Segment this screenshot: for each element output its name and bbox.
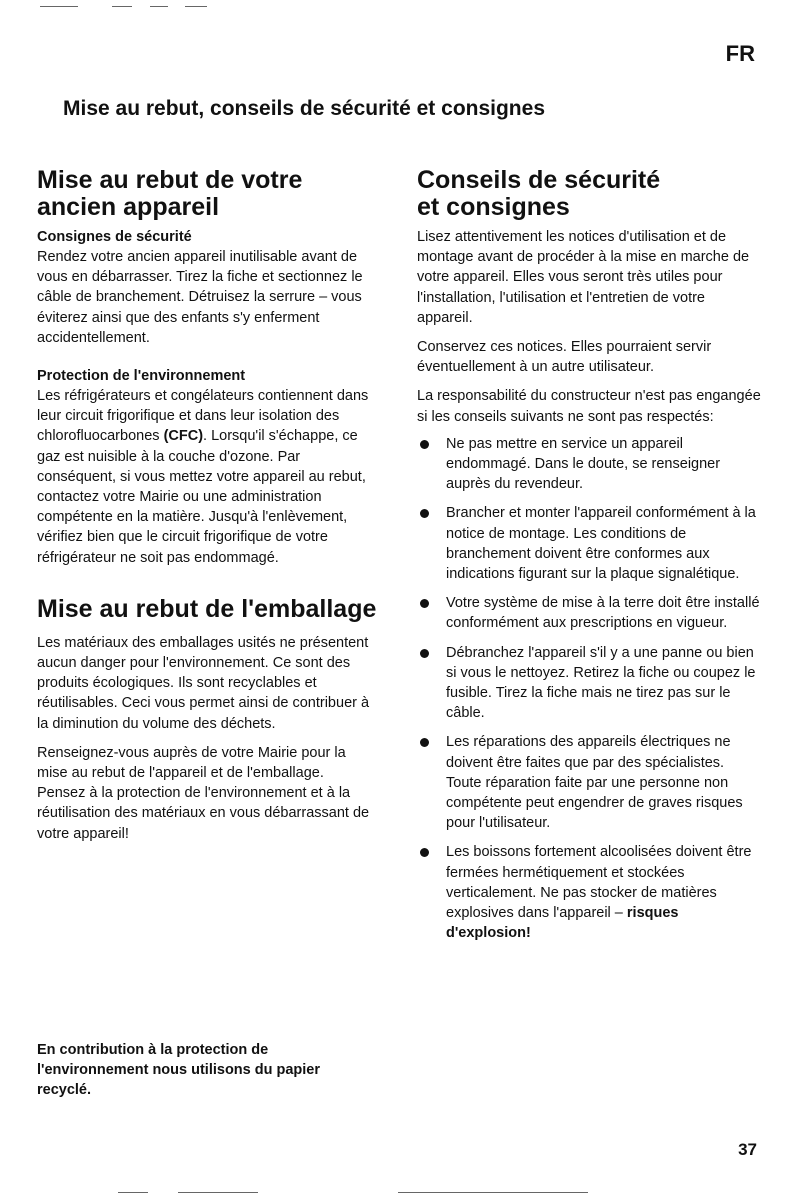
list-item-text: Les boissons fortement alcoolisées doivent être fermées hermétiquement et stockées verticalement. Ne pas stocker de matières explosives dans l'appareil –	[446, 844, 752, 922]
bullet-icon	[420, 440, 429, 449]
bullet-icon	[420, 649, 429, 658]
packaging-paragraph: Les matériaux des emballages usités ne présentent aucun danger pour l'environnement. Ce sont des produits écologiques. Ils sont recyclables et réutilisables. Ceci vous permet ainsi de contribuer à la diminution du volume des déchets.	[37, 634, 370, 732]
scan-mark	[185, 6, 207, 7]
list-item	[417, 842, 762, 943]
section-title-line: Conseils de sécurité	[417, 166, 661, 194]
intro-paragraph: La responsabilité du constructeur n'est pas engangée si les conseils suivants ne sont pas respectés:	[417, 388, 761, 425]
bullet-icon	[420, 848, 429, 857]
bullet-icon	[420, 738, 429, 747]
scan-mark	[178, 1192, 258, 1193]
list-item	[417, 643, 762, 724]
list-item	[417, 434, 762, 495]
scan-mark	[398, 1192, 588, 1193]
section-title-line: et consignes	[417, 193, 570, 221]
scan-mark	[40, 6, 78, 7]
list-item-text: Débranchez l'appareil s'il y a une panne ou bien si vous le nettoyez. Retirez la fiche ou coupez le fusible. Tirez la fiche mais ne tirez pas sur le câble.	[446, 644, 756, 722]
packaging-paragraph: Renseignez-vous auprès de votre Mairie pour la mise au rebut de l'appareil et de l'emballage.	[37, 744, 346, 782]
packaging-paragraph: Pensez à la protection de l'environnement et à la réutilisation des matériaux en vous débarrassant de votre appareil!	[37, 785, 370, 842]
bullet-icon	[420, 599, 429, 608]
cfc-abbreviation: (CFC)	[163, 428, 204, 445]
left-column	[37, 167, 380, 844]
list-item-text: Brancher et monter l'appareil conformément à la notice de montage. Les conditions de branchement doivent être conformes aux indications figurant sur la plaque signalétique.	[446, 505, 756, 583]
section-title-safety	[417, 167, 762, 221]
list-item-text: Les réparations des appareils électriques ne doivent être faites que par des spécialistes. Toute réparation faite par une personne non compétente peut engendrer de graves risques pour l'utilisateur.	[446, 734, 743, 832]
explosion-warning: risques d'explosion!	[446, 905, 679, 942]
bullet-icon	[420, 509, 429, 518]
recycled-paper-note: En contribution à la protection de l'environnement nous utilisons du papier recyclé.	[37, 1042, 321, 1099]
environment-text-part: Les réfrigérateurs et congélateurs contiennent dans leur circuit frigorifique et dans leur isolation des chlorofluocarbones	[37, 388, 369, 445]
intro-paragraph: Lisez attentivement les notices d'utilisation et de montage avant de procéder à la mise en marche de votre appareil. Elles vous seront très utiles pour l'installation, l'utilisation et l'entretien de votre appareil.	[417, 229, 750, 326]
section-title-line: Mise au rebut de votre	[37, 166, 303, 194]
environment-text-part: . Lorsqu'il s'échappe, ce gaz est nuisible à la couche d'ozone. Par conséquent, si vous mettez votre appareil au rebut, contactez votre Mairie ou une administration compétente en la matière. Jusqu'à l'enlèvement, vérifiez bien que le circuit frigorifique de votre réfrigérateur ne soit pas endommagé.	[37, 428, 366, 566]
environment-text	[37, 386, 380, 568]
page-number: 37	[738, 1140, 757, 1159]
right-column	[417, 167, 762, 953]
scan-mark	[150, 6, 168, 7]
section-title-packaging: Mise au rebut de l'emballage	[37, 594, 377, 623]
intro-paragraph: Conservez ces notices. Elles pourraient servir éventuellement à un autre utilisateur.	[417, 339, 712, 376]
section-title-line: ancien appareil	[37, 193, 220, 221]
safety-text: Rendez votre ancien appareil inutilisable avant de vous en débarrasser. Tirez la fiche et sectionnez le câble de branchement. Détruisez la serrure – vous éviterez ainsi que des enfants s'y enferment accidentellement.	[37, 249, 363, 346]
scan-mark	[118, 1192, 148, 1193]
safety-list	[417, 434, 762, 944]
language-tag: FR	[725, 41, 755, 66]
scan-mark	[112, 6, 132, 7]
list-item	[417, 503, 762, 584]
section-title-disposal	[37, 167, 380, 221]
list-item-text: Ne pas mettre en service un appareil endommagé. Dans le doute, se renseigner auprès du revendeur.	[446, 435, 721, 493]
safety-heading: Consignes de sécurité	[37, 229, 192, 245]
list-item	[417, 732, 762, 833]
list-item	[417, 593, 762, 633]
page-header: Mise au rebut, conseils de sécurité et consignes	[63, 97, 545, 120]
environment-heading: Protection de l'environnement	[37, 368, 246, 385]
list-item-text: Votre système de mise à la terre doit être installé conformément aux prescriptions en vigueur.	[446, 595, 760, 632]
